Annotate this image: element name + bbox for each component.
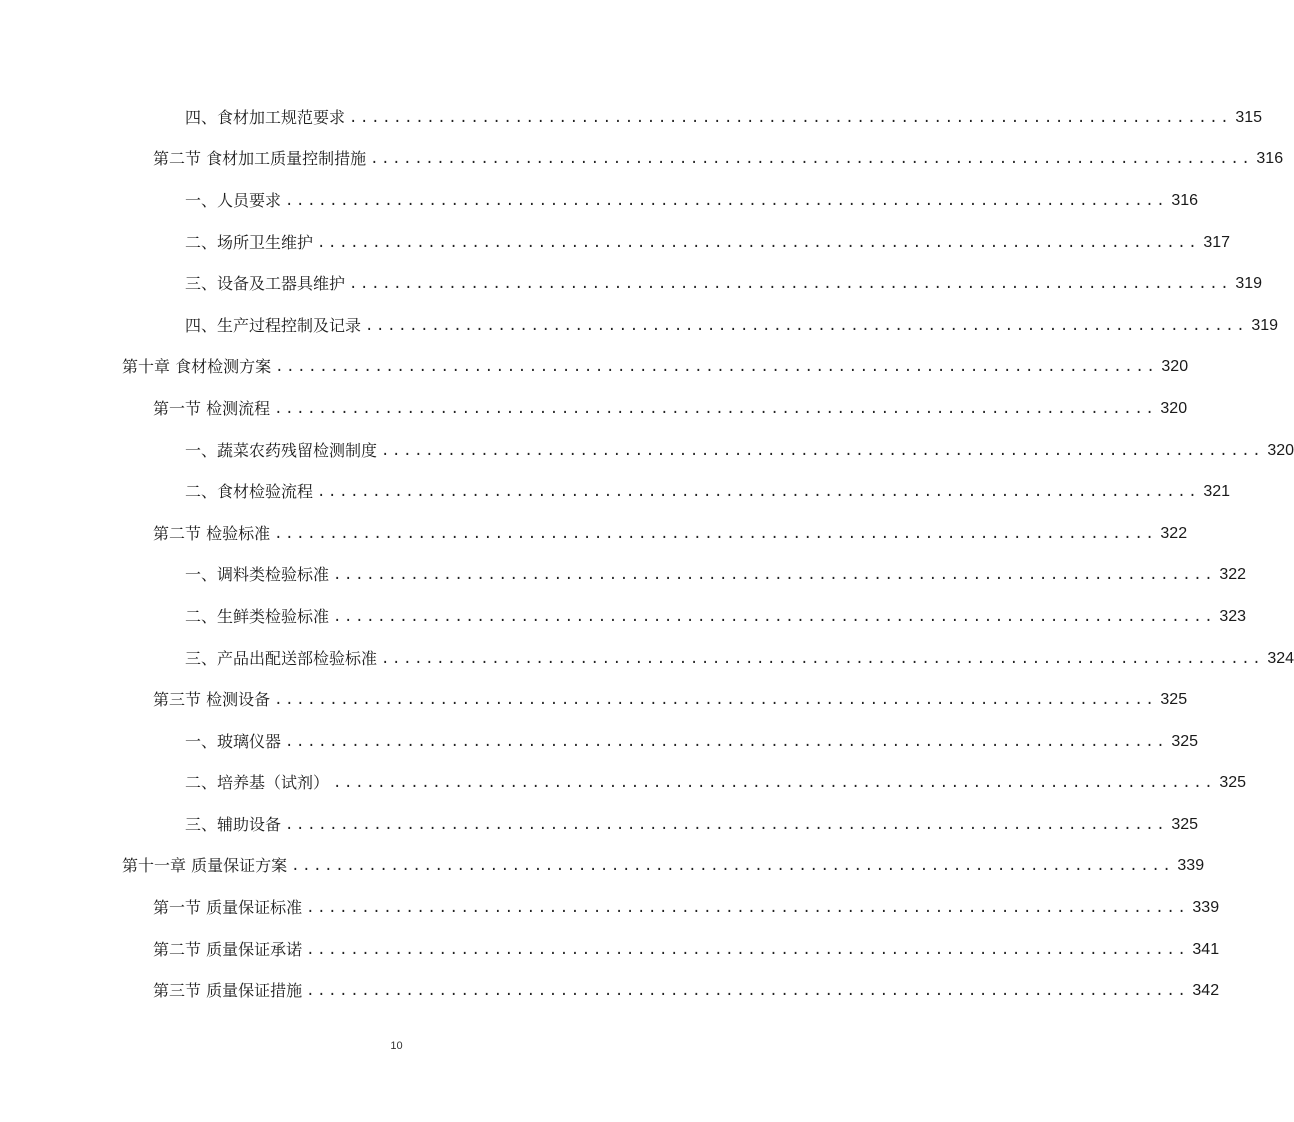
toc-leader-dots: ................................................................................: [285, 733, 1168, 750]
toc-entry-page: 342: [1192, 982, 1220, 1000]
toc-entry-page: 316: [1256, 150, 1284, 168]
toc-entry-page: 319: [1235, 275, 1263, 293]
toc-entry-page: 315: [1235, 108, 1263, 126]
toc-entry[interactable]: [0, 763, 1247, 805]
toc-entry-page: 341: [1192, 940, 1220, 958]
toc-leader-dots: ................................................................................: [333, 608, 1216, 625]
toc-entry-label: 四、生产过程控制及记录: [185, 316, 365, 336]
toc-entry-page: 325: [1219, 774, 1247, 792]
toc-entry-label: 一、人员要求: [185, 191, 285, 211]
toc-entry-label: 第一节 检测流程: [153, 399, 274, 419]
toc-entry[interactable]: [0, 929, 1220, 971]
toc-entry-label: 一、调料类检验标准: [185, 565, 333, 585]
toc-entry-page: 324: [1267, 649, 1294, 667]
toc-entry-page: 323: [1219, 607, 1247, 625]
toc-entry-label: 第十一章 质量保证方案: [122, 856, 291, 876]
toc-entry[interactable]: [0, 305, 1279, 347]
toc-entry-label: 三、产品出配送部检验标准: [185, 649, 381, 669]
toc-entry-label: 二、生鲜类检验标准: [185, 607, 333, 627]
toc-entry[interactable]: [0, 887, 1220, 929]
toc-entry[interactable]: [0, 388, 1188, 430]
table-of-contents: [0, 97, 1294, 1012]
toc-entry-label: 第二节 质量保证承诺: [153, 940, 306, 960]
toc-leader-dots: ................................................................................: [381, 442, 1264, 459]
toc-leader-dots: ................................................................................: [333, 775, 1216, 792]
toc-entry-label: 二、食材检验流程: [185, 482, 317, 502]
toc-entry[interactable]: [0, 555, 1247, 597]
toc-entry-page: 325: [1171, 732, 1199, 750]
toc-entry-label: 一、玻璃仪器: [185, 732, 285, 752]
toc-entry-page: 321: [1203, 483, 1231, 501]
toc-entry-page: 320: [1267, 441, 1294, 459]
toc-entry[interactable]: [0, 430, 1294, 472]
toc-leader-dots: ................................................................................: [349, 109, 1232, 126]
toc-entry[interactable]: [0, 846, 1205, 888]
toc-entry-label: 第一节 质量保证标准: [153, 898, 306, 918]
toc-entry[interactable]: [0, 139, 1284, 181]
toc-leader-dots: ................................................................................: [274, 525, 1157, 542]
toc-entry-page: 325: [1171, 815, 1199, 833]
toc-leader-dots: ................................................................................: [370, 151, 1253, 168]
toc-entry-label: 四、食材加工规范要求: [185, 108, 349, 128]
toc-entry-label: 三、辅助设备: [185, 815, 285, 835]
toc-entry[interactable]: [0, 263, 1263, 305]
toc-entry[interactable]: [0, 471, 1231, 513]
toc-entry-label: 第三节 质量保证措施: [153, 981, 306, 1001]
toc-leader-dots: ................................................................................: [285, 816, 1168, 833]
toc-entry-page: 339: [1192, 899, 1220, 917]
toc-entry[interactable]: [0, 180, 1199, 222]
toc-entry-page: 317: [1203, 233, 1231, 251]
toc-entry-page: 322: [1160, 524, 1188, 542]
toc-entry[interactable]: [0, 804, 1199, 846]
toc-leader-dots: ................................................................................: [274, 692, 1157, 709]
toc-entry-label: 一、蔬菜农药残留检测制度: [185, 441, 381, 461]
toc-leader-dots: ................................................................................: [285, 192, 1168, 209]
toc-entry-label: 第二节 食材加工质量控制措施: [153, 149, 370, 169]
toc-entry-page: 325: [1160, 691, 1188, 709]
toc-leader-dots: ................................................................................: [317, 484, 1200, 501]
toc-leader-dots: ................................................................................: [349, 276, 1232, 293]
toc-entry-page: 320: [1160, 399, 1188, 417]
toc-leader-dots: ................................................................................: [306, 941, 1189, 958]
toc-leader-dots: ................................................................................: [275, 359, 1158, 376]
toc-entry-page: 320: [1161, 358, 1189, 376]
toc-entry-label: 第三节 检测设备: [153, 690, 274, 710]
toc-leader-dots: ................................................................................: [317, 234, 1200, 251]
toc-entry-label: 三、设备及工器具维护: [185, 274, 349, 294]
toc-leader-dots: ................................................................................: [365, 317, 1248, 334]
toc-entry-label: 二、场所卫生维护: [185, 233, 317, 253]
toc-entry[interactable]: [0, 222, 1231, 264]
toc-leader-dots: ................................................................................: [333, 567, 1216, 584]
toc-leader-dots: ................................................................................: [381, 650, 1264, 667]
toc-entry[interactable]: [0, 347, 1189, 389]
toc-leader-dots: ................................................................................: [291, 858, 1174, 875]
toc-entry[interactable]: [0, 679, 1188, 721]
toc-entry[interactable]: [0, 721, 1199, 763]
toc-entry[interactable]: [0, 638, 1294, 680]
toc-entry[interactable]: [0, 97, 1263, 139]
toc-leader-dots: ................................................................................: [306, 900, 1189, 917]
toc-entry[interactable]: [0, 970, 1220, 1012]
toc-entry[interactable]: [0, 596, 1247, 638]
toc-entry[interactable]: [0, 513, 1188, 555]
toc-leader-dots: ................................................................................: [274, 400, 1157, 417]
toc-entry-label: 二、培养基（试剂）: [185, 773, 333, 793]
toc-entry-label: 第十章 食材检测方案: [122, 357, 275, 377]
toc-leader-dots: ................................................................................: [306, 983, 1189, 1000]
toc-entry-page: 316: [1171, 191, 1199, 209]
toc-entry-page: 322: [1219, 566, 1247, 584]
toc-entry-page: 339: [1177, 857, 1205, 875]
toc-entry-page: 319: [1251, 316, 1279, 334]
toc-entry-label: 第二节 检验标准: [153, 524, 274, 544]
page-number: 10: [390, 1040, 403, 1052]
